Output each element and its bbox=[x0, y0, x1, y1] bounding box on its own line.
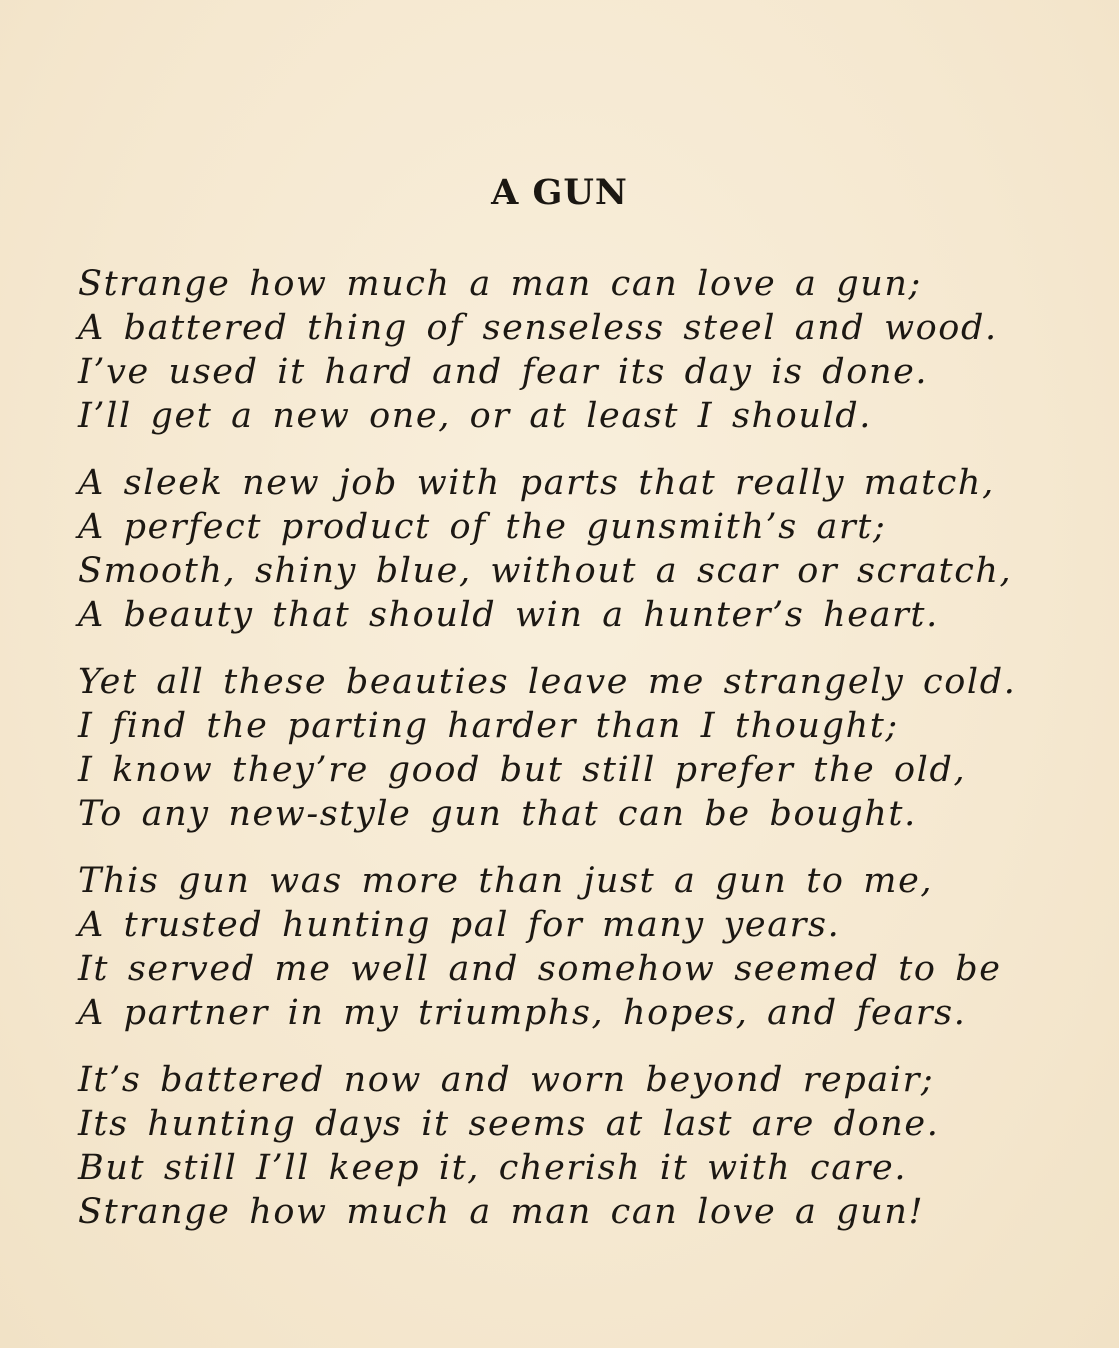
stanza-4 bbox=[78, 859, 1088, 1035]
poem-line: I’ll get a new one, or at least I should. bbox=[78, 396, 872, 436]
poem-title: A GUN bbox=[491, 172, 628, 213]
poem-line: This gun was more than just a gun to me, bbox=[78, 861, 934, 901]
poem-line: Smooth, shiny blue, without a scar or scratch, bbox=[78, 551, 1013, 591]
poem-line: A beauty that should win a hunter’s heart. bbox=[78, 595, 939, 635]
poem-line: A sleek new job with parts that really match, bbox=[78, 463, 995, 503]
stanza-5 bbox=[78, 1058, 1088, 1234]
stanza-2 bbox=[78, 461, 1088, 637]
poem-line: It served me well and somehow seemed to be bbox=[78, 949, 1002, 989]
poem-line: Yet all these beauties leave me strangely cold. bbox=[78, 662, 1017, 702]
poem-line: A trusted hunting pal for many years. bbox=[78, 905, 841, 945]
poem-line: A perfect product of the gunsmith’s art; bbox=[78, 507, 887, 547]
poem-line: A partner in my triumphs, hopes, and fears. bbox=[78, 993, 967, 1033]
stanza-3 bbox=[78, 660, 1088, 836]
poem-line: But still I’ll keep it, cherish it with care. bbox=[78, 1148, 908, 1188]
poem-line: It’s battered now and worn beyond repair; bbox=[78, 1060, 935, 1100]
poem-line: Strange how much a man can love a gun; bbox=[78, 264, 922, 304]
poem-line: To any new-style gun that can be bought. bbox=[78, 794, 917, 834]
poem-line: I’ve used it hard and fear its day is done. bbox=[78, 352, 929, 392]
poem-line: I know they’re good but still prefer the old, bbox=[78, 750, 967, 790]
poem-body bbox=[78, 262, 1088, 1257]
poem-line: Its hunting days it seems at last are done. bbox=[78, 1104, 940, 1144]
poem-line: Strange how much a man can love a gun! bbox=[78, 1192, 925, 1232]
stanza-1 bbox=[78, 262, 1088, 438]
poem-line: A battered thing of senseless steel and wood. bbox=[78, 308, 998, 348]
poem-line: I find the parting harder than I thought; bbox=[78, 706, 899, 746]
